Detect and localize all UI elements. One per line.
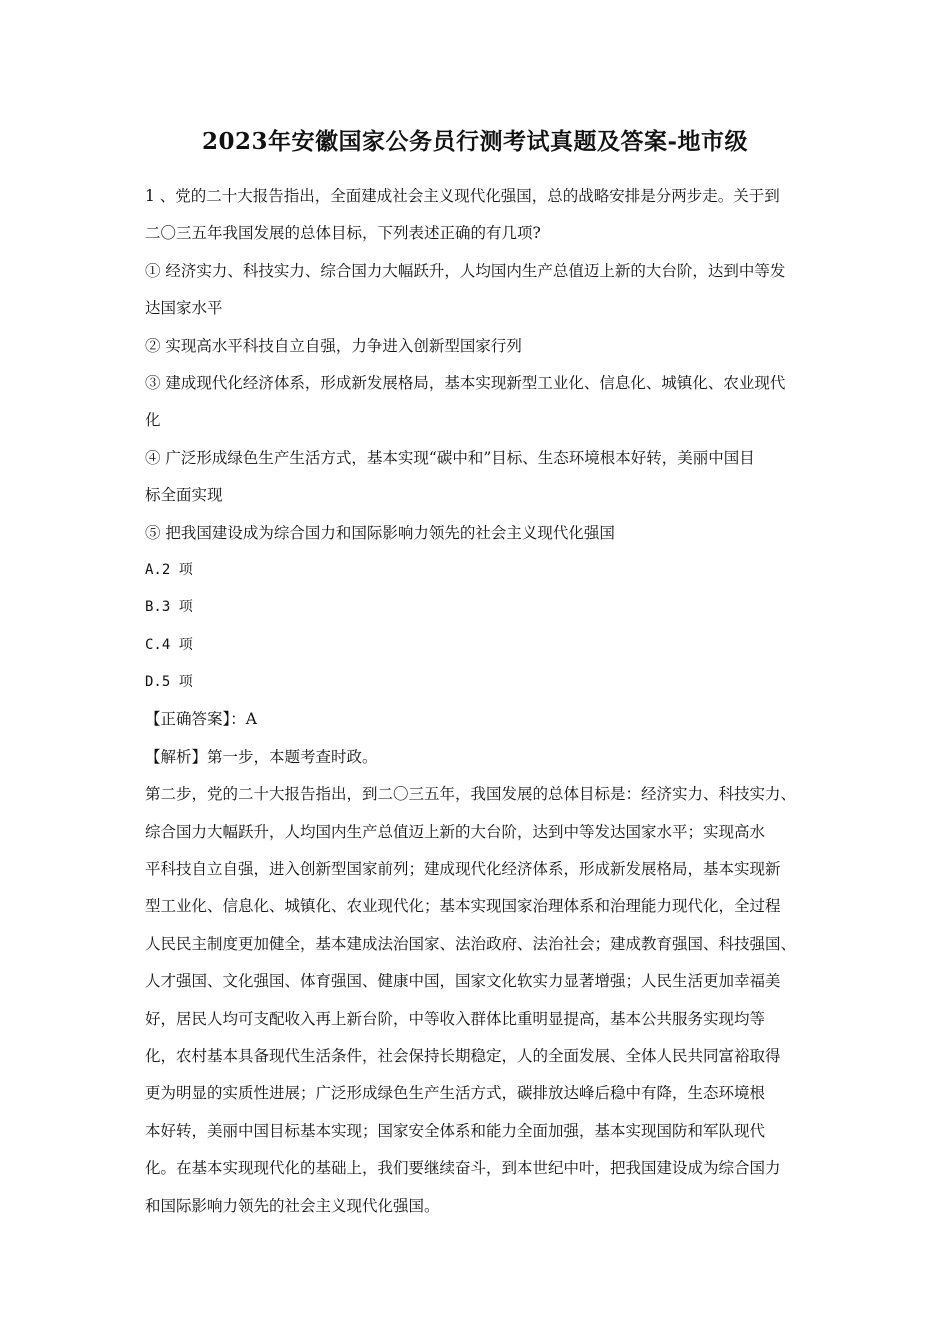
statement-line: ② 实现高水平科技自立自强，力争进入创新型国家行列 — [145, 336, 522, 355]
option-a: A.2 项 — [145, 561, 193, 578]
statement-line: 化 — [145, 411, 161, 430]
analysis-line: 第二步，党的二十大报告指出，到二〇三五年，我国发展的总体目标是：经济实力、科技实力、 — [145, 785, 797, 804]
analysis-line: 和国际影响力领先的社会主义现代化强国。 — [145, 1196, 440, 1215]
correct-answer: 【正确答案】：A — [145, 710, 257, 729]
option-d: D.5 项 — [145, 674, 193, 691]
question-stem-line: 二〇三五年我国发展的总体目标，下列表述正确的有几项? — [145, 224, 541, 243]
analysis-line: 人民民主制度更加健全，基本建成法治国家、法治政府、法治社会；建成教育强国、科技强国、 — [145, 934, 797, 953]
page-title: 2023年安徽国家公务员行测考试真题及答案-地市级 — [201, 128, 749, 155]
statement-line: ③ 建成现代化经济体系，形成新发展格局，基本实现新型工业化、信息化、城镇化、农业现代 — [145, 373, 786, 392]
analysis-line: 型工业化、信息化、城镇化、农业现代化；基本实现国家治理体系和治理能力现代化，全过程 — [145, 897, 781, 916]
analysis-line: 人才强国、文化强国、体育强国、健康中国，国家文化软实力显著增强；人民生活更加幸福美 — [145, 972, 781, 991]
statement-line: ④ 广泛形成绿色生产生活方式，基本实现“碳中和”目标、生态环境根本好转，美丽中国目 — [145, 448, 755, 467]
question-block — [145, 178, 810, 1225]
analysis-line: 化，农村基本具备现代生活条件，社会保持长期稳定，人的全面发展、全体人民共同富裕取得 — [145, 1046, 781, 1065]
analysis-line: 更为明显的实质性进展；广泛形成绿色生产生活方式，碳排放达峰后稳中有降，生态环境根 — [145, 1084, 766, 1103]
question-stem-line: 1 、党的二十大报告指出，全面建成社会主义现代化强国，总的战略安排是分两步走。关于到 — [145, 187, 780, 205]
analysis-line: 平科技自立自强，进入创新型国家前列；建成现代化经济体系，形成新发展格局，基本实现新 — [145, 860, 781, 879]
statement-line: ⑤ 把我国建设成为综合国力和国际影响力领先的社会主义现代化强国 — [145, 523, 615, 542]
analysis-line: 综合国力大幅跃升，人均国内生产总值迈上新的大台阶，达到中等发达国家水平；实现高水 — [145, 822, 766, 841]
statement-line: 达国家水平 — [145, 299, 223, 318]
option-b: B.3 项 — [145, 599, 193, 616]
statement-line: 标全面实现 — [145, 486, 223, 505]
analysis-line: 化。在基本实现现代化的基础上，我们要继续奋斗，到本世纪中叶，把我国建设成为综合国力 — [145, 1159, 781, 1178]
option-c: C.4 项 — [145, 636, 193, 653]
analysis-line: 【解析】第一步，本题考查时政。 — [145, 747, 378, 766]
statement-line: ① 经济实力、科技实力、综合国力大幅跃升，人均国内生产总值迈上新的大台阶，达到中等发 — [145, 261, 786, 280]
analysis-line: 好，居民人均可支配收入再上新台阶，中等收入群体比重明显提高，基本公共服务实现均等 — [145, 1009, 766, 1028]
analysis-line: 本好转，美丽中国目标基本实现；国家安全体系和能力全面加强，基本实现国防和军队现代 — [145, 1121, 766, 1140]
